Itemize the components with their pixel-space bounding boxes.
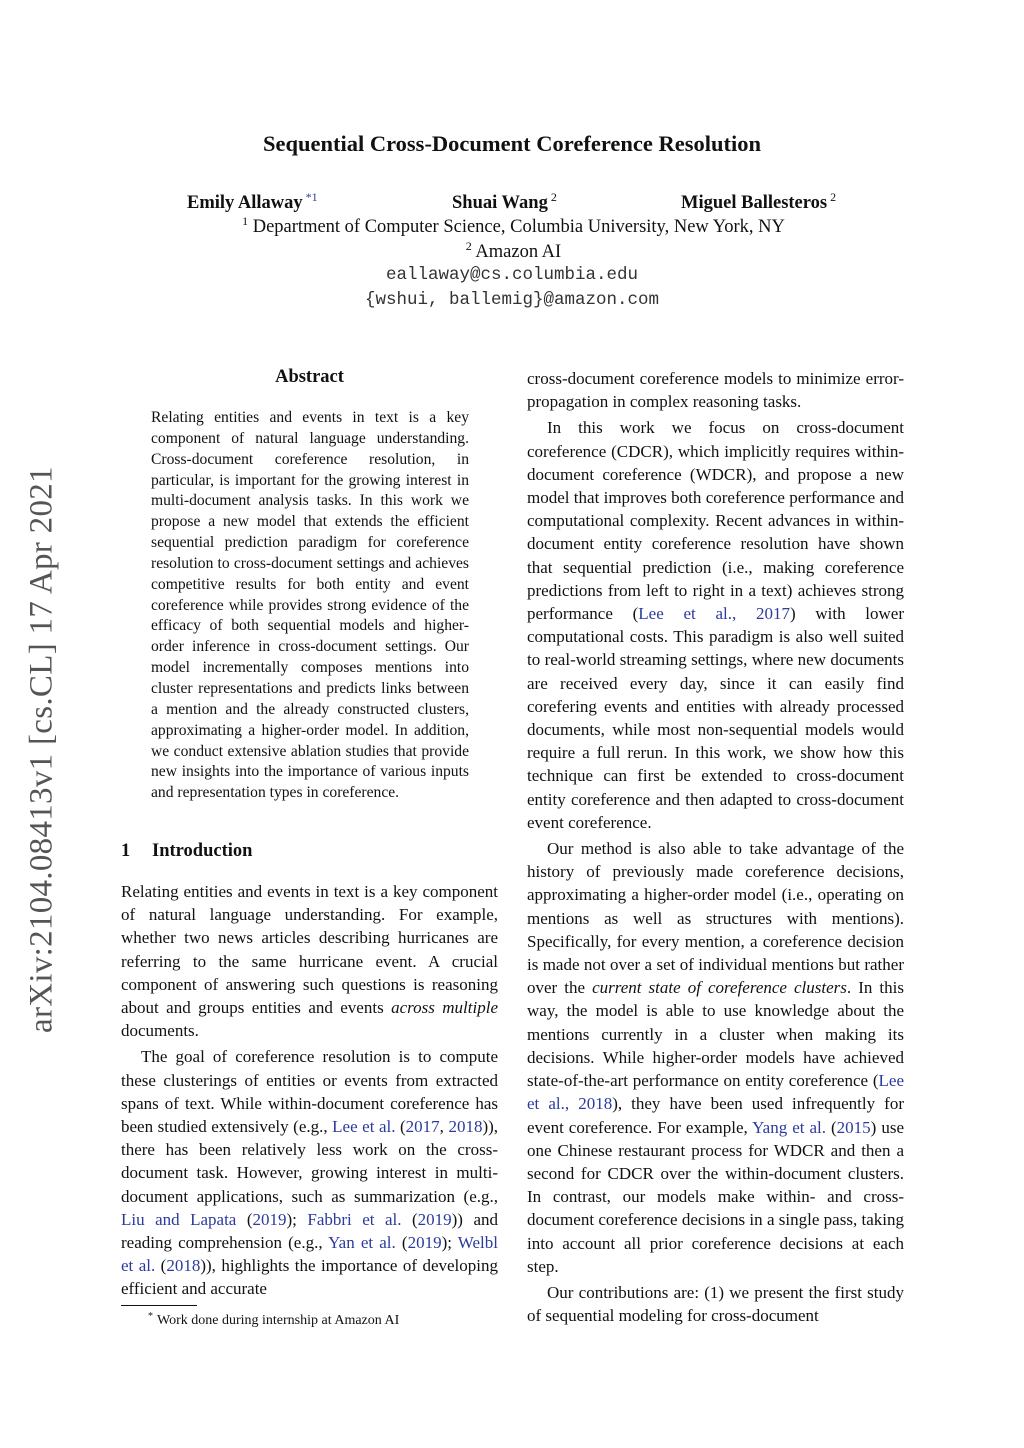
footnote: [148, 1311, 399, 1329]
citation-link[interactable]: Yang et al.: [752, 1117, 827, 1137]
introduction-body: [121, 880, 498, 1300]
right-paragraph-1: In this work we focus on cross-document coreference (CDCR), which implicitly requires within-document coreference (WDCR), and propose a new model that improves both coreference performance and computational complexity. Recent advances in within-document entity coreference resolution have shown that sequential prediction (i.e., making coreference predictions from left to right in a text) achieves strong performance (Lee et al., 2017) with lower computational costs. This paradigm is also well suited to real-world streaming settings, where new documents are received every day, since it can easily find corefering events and entities with already processed documents, while most non-sequential models would require a full rerun. In this work, we show how this technique can first be extended to cross-document entity coreference and then adapted to cross-document event coreference.: [527, 418, 904, 832]
citation-link[interactable]: 2018: [166, 1256, 201, 1276]
abstract-heading: Abstract: [275, 367, 344, 387]
citation-link[interactable]: Lee et al.: [332, 1117, 396, 1137]
author-mark: 2: [830, 190, 837, 204]
affiliation-text: Department of Computer Science, Columbia University, New York, NY: [252, 217, 785, 237]
author-name: Miguel Ballesteros: [681, 193, 828, 213]
citation-link[interactable]: Lee et al.,: [527, 1071, 904, 1114]
author-3: [681, 190, 836, 214]
citation-link[interactable]: 2017: [755, 604, 790, 624]
author-mark: 2: [550, 190, 557, 204]
author-name: Emily Allaway: [187, 193, 303, 213]
right-column-body: [527, 367, 904, 1337]
paper-title: Sequential Cross-Document Coreference Resolution: [262, 131, 762, 156]
section-number: 1: [121, 841, 131, 861]
citation-link[interactable]: Liu and Lapata: [121, 1209, 237, 1229]
affiliation-2: [0, 239, 1024, 263]
citation-link[interactable]: Welbl et al.: [121, 1233, 498, 1276]
citation-link[interactable]: Yan et al.: [328, 1233, 396, 1253]
email-line-1: eallaway@cs.columbia.edu: [385, 265, 639, 285]
citation-link[interactable]: 2019: [407, 1233, 442, 1253]
right-paragraph-3: Our contributions are: (1) we present the first study of sequential modeling for cross-document: [527, 1282, 904, 1326]
intro-paragraph-2: The goal of coreference resolution is to compute these clusterings of entities or events from extracted spans of text. While within-document coreference has been studied extensively (e.g., Lee et al. (2017, 2018)), there has been relatively less work on the cross-document task. However, growing interest in multi-document applications, such as summarization (e.g., Liu and Lapata (2019); Fabbri et al. (2019)) and reading comprehension (e.g., Yan et al. (2019); Welbl et al. (2018)), highlights the importance of developing efficient and accurate: [121, 1047, 498, 1299]
affiliation-text: Amazon AI: [475, 242, 562, 262]
footnote-text: Work done during internship at Amazon AI: [157, 1313, 400, 1328]
section-title: Introduction: [152, 841, 253, 861]
citation-link[interactable]: 2018: [448, 1117, 483, 1137]
citation-link[interactable]: Lee et al.,: [638, 604, 737, 624]
citation-link[interactable]: 2019: [417, 1209, 452, 1229]
section-heading-introduction: [121, 841, 252, 862]
author-name: Shuai Wang: [452, 193, 548, 213]
intro-paragraph-1: Relating entities and events in text is a key component of natural language understanding. For example, whether two news articles describing hurricanes are referring to the same hurricane event. A crucial component of answering such questions is reasoning about and groups entities and events across multiple documents.: [121, 882, 498, 1041]
citation-link[interactable]: 2015: [836, 1117, 871, 1137]
affiliation-mark: 2: [465, 239, 472, 253]
footnote-rule: [121, 1305, 197, 1306]
citation-link[interactable]: Fabbri et al.: [307, 1209, 402, 1229]
arxiv-identifier-stamp: arXiv:2104.08413v1 [cs.CL] 17 Apr 2021: [23, 466, 60, 1034]
author-2: [452, 190, 557, 214]
author-mark[interactable]: *1: [305, 190, 318, 204]
citation-link[interactable]: 2019: [252, 1209, 287, 1229]
abstract-body: Relating entities and events in text is a key component of natural language understanding. Cross-document coreference resolution, in particular, is important for the growing interest in multi-document analysis tasks. In this work we propose a new model that extends the efficient sequential prediction paradigm for coreference resolution to cross-document settings and achieves competitive results for both entity and event coreference while provides strong evidence of the efficacy of both sequential models and higher-order inference in cross-document settings. Our model incrementally composes mentions into cluster representations and predicts links between a mention and the already constructed clusters, approximating a higher-order model. In addition, we conduct extensive ablation studies that provide new insights into the importance of various inputs and representation types in coreference.: [151, 409, 469, 802]
citation-link[interactable]: 2018: [578, 1094, 613, 1114]
right-paragraph-2: Our method is also able to take advantage of the history of previously made coreference decisions, approximating a higher-order model (i.e., operating on mentions as well as structures with mentions). Specifically, for every mention, a coreference decision is made not over a set of individual mentions but rather over the current state of coreference clusters. In this way, the model is able to use knowledge about the mentions currently in a cluster when making its decisions. While higher-order models have achieved state-of-the-art performance on entity coreference (Lee et al., 2018), they have been used infrequently for event coreference. For example, Yang et al. (2015) use one Chinese restaurant process for WDCR and then a second for CDCR over the within-document clusters. In contrast, our models make within- and cross-document coreference decisions in a single pass, taking into account all prior coreference decisions at each step.: [527, 839, 904, 1276]
affiliation-1: [0, 214, 1024, 238]
right-paragraph-0: cross-document coreference models to minimize error-propagation in complex reasoning tasks.: [527, 369, 904, 412]
citation-link[interactable]: 2017: [405, 1117, 440, 1137]
footnote-mark: *: [148, 1311, 153, 1322]
affiliation-mark: 1: [242, 214, 249, 228]
email-line-2: {wshui, ballemig}@amazon.com: [364, 290, 660, 310]
author-1: [187, 190, 318, 214]
